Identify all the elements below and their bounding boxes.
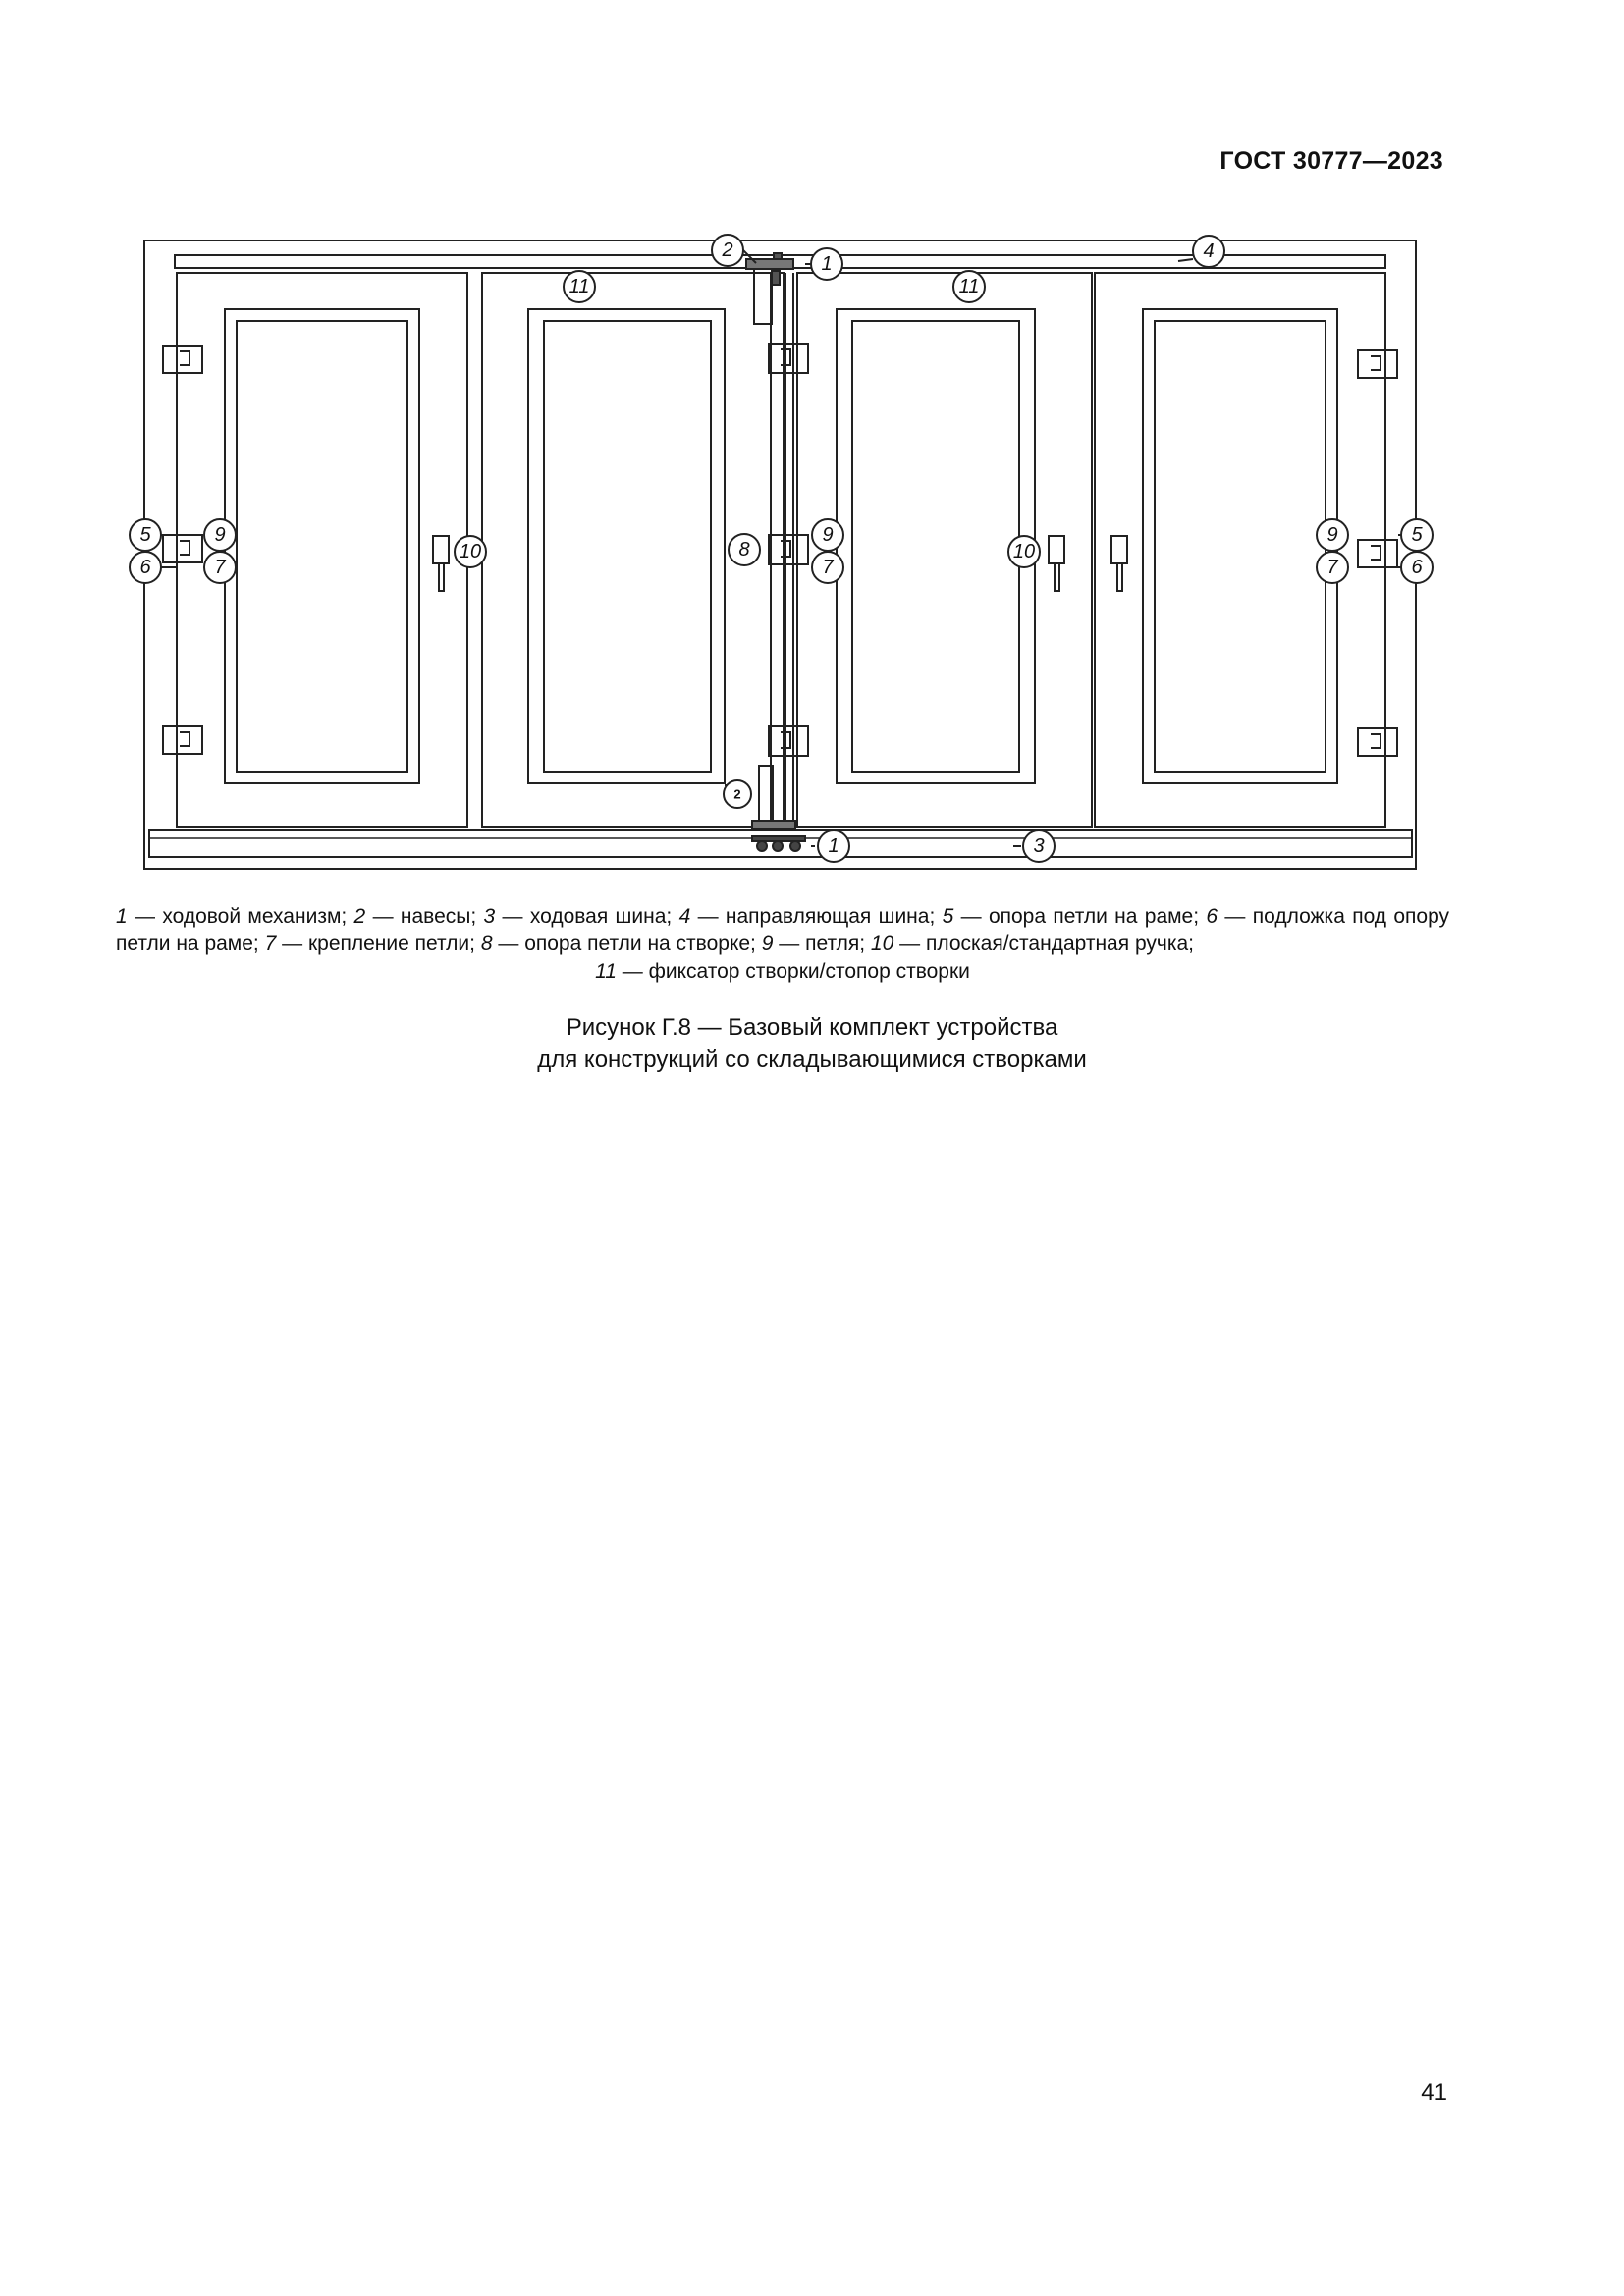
legend-item: 8 — опора петли на створке;	[480, 933, 756, 955]
callout-7-right: 7	[1326, 557, 1338, 578]
figure-caption	[0, 1011, 1624, 1076]
callout-11-left: 11	[568, 276, 590, 297]
callout-10-right: 10	[1012, 541, 1036, 562]
caption-line-2: для конструкций со складывающимися створками	[537, 1046, 1087, 1073]
callout-2-top: 2	[722, 240, 733, 261]
callout-2-bottom: 2	[733, 786, 741, 802]
figure-legend	[116, 903, 1449, 986]
handle-3	[1049, 536, 1064, 563]
legend-item: 10 — плоская/стандартная ручка;	[870, 933, 1194, 955]
callout-1-bottom: 1	[828, 835, 839, 857]
folding-sash-diagram	[0, 0, 1624, 982]
callout-4: 4	[1203, 240, 1215, 262]
callout-11-right: 11	[958, 276, 980, 297]
callout-7-left: 7	[214, 557, 226, 578]
outer-frame	[144, 240, 1416, 869]
legend-item: 2 — навесы;	[353, 905, 477, 928]
legend-item: 9 — петля;	[761, 933, 866, 955]
callout-8: 8	[738, 539, 750, 561]
callout-3: 3	[1033, 835, 1045, 857]
handle-1	[433, 536, 449, 563]
caption-line-1: Рисунок Г.8 — Базовый комплект устройства	[566, 1014, 1058, 1041]
sash-4	[1095, 273, 1385, 827]
legend-item: 6 — подложка под опору петли на раме;	[116, 905, 1450, 955]
callout-5-left: 5	[139, 524, 151, 546]
page-number: 41	[1421, 2079, 1447, 2106]
legend-item: 7 — крепление петли;	[264, 933, 475, 955]
callout-7-center: 7	[822, 557, 834, 578]
standard-code: ГОСТ 30777—2023	[1219, 147, 1443, 175]
callout-1-top: 1	[821, 253, 833, 275]
legend-item: 1 — ходовой механизм;	[116, 905, 348, 928]
callout-5-right: 5	[1411, 524, 1423, 546]
legend-item: 4 — направляющая шина;	[678, 905, 936, 928]
callout-9-center: 9	[822, 524, 834, 546]
callout-9-left: 9	[214, 524, 226, 546]
callout-6-left: 6	[139, 557, 151, 578]
callout-9-right: 9	[1326, 524, 1338, 546]
legend-item: 5 — опора петли на раме;	[942, 905, 1200, 928]
callout-10-left: 10	[459, 541, 482, 562]
callout-6-right: 6	[1411, 557, 1423, 578]
handle-4	[1111, 536, 1127, 563]
legend-item-last: 11 — фиксатор створки/стопор створки	[595, 960, 970, 983]
legend-item: 3 — ходовая шина;	[483, 905, 673, 928]
